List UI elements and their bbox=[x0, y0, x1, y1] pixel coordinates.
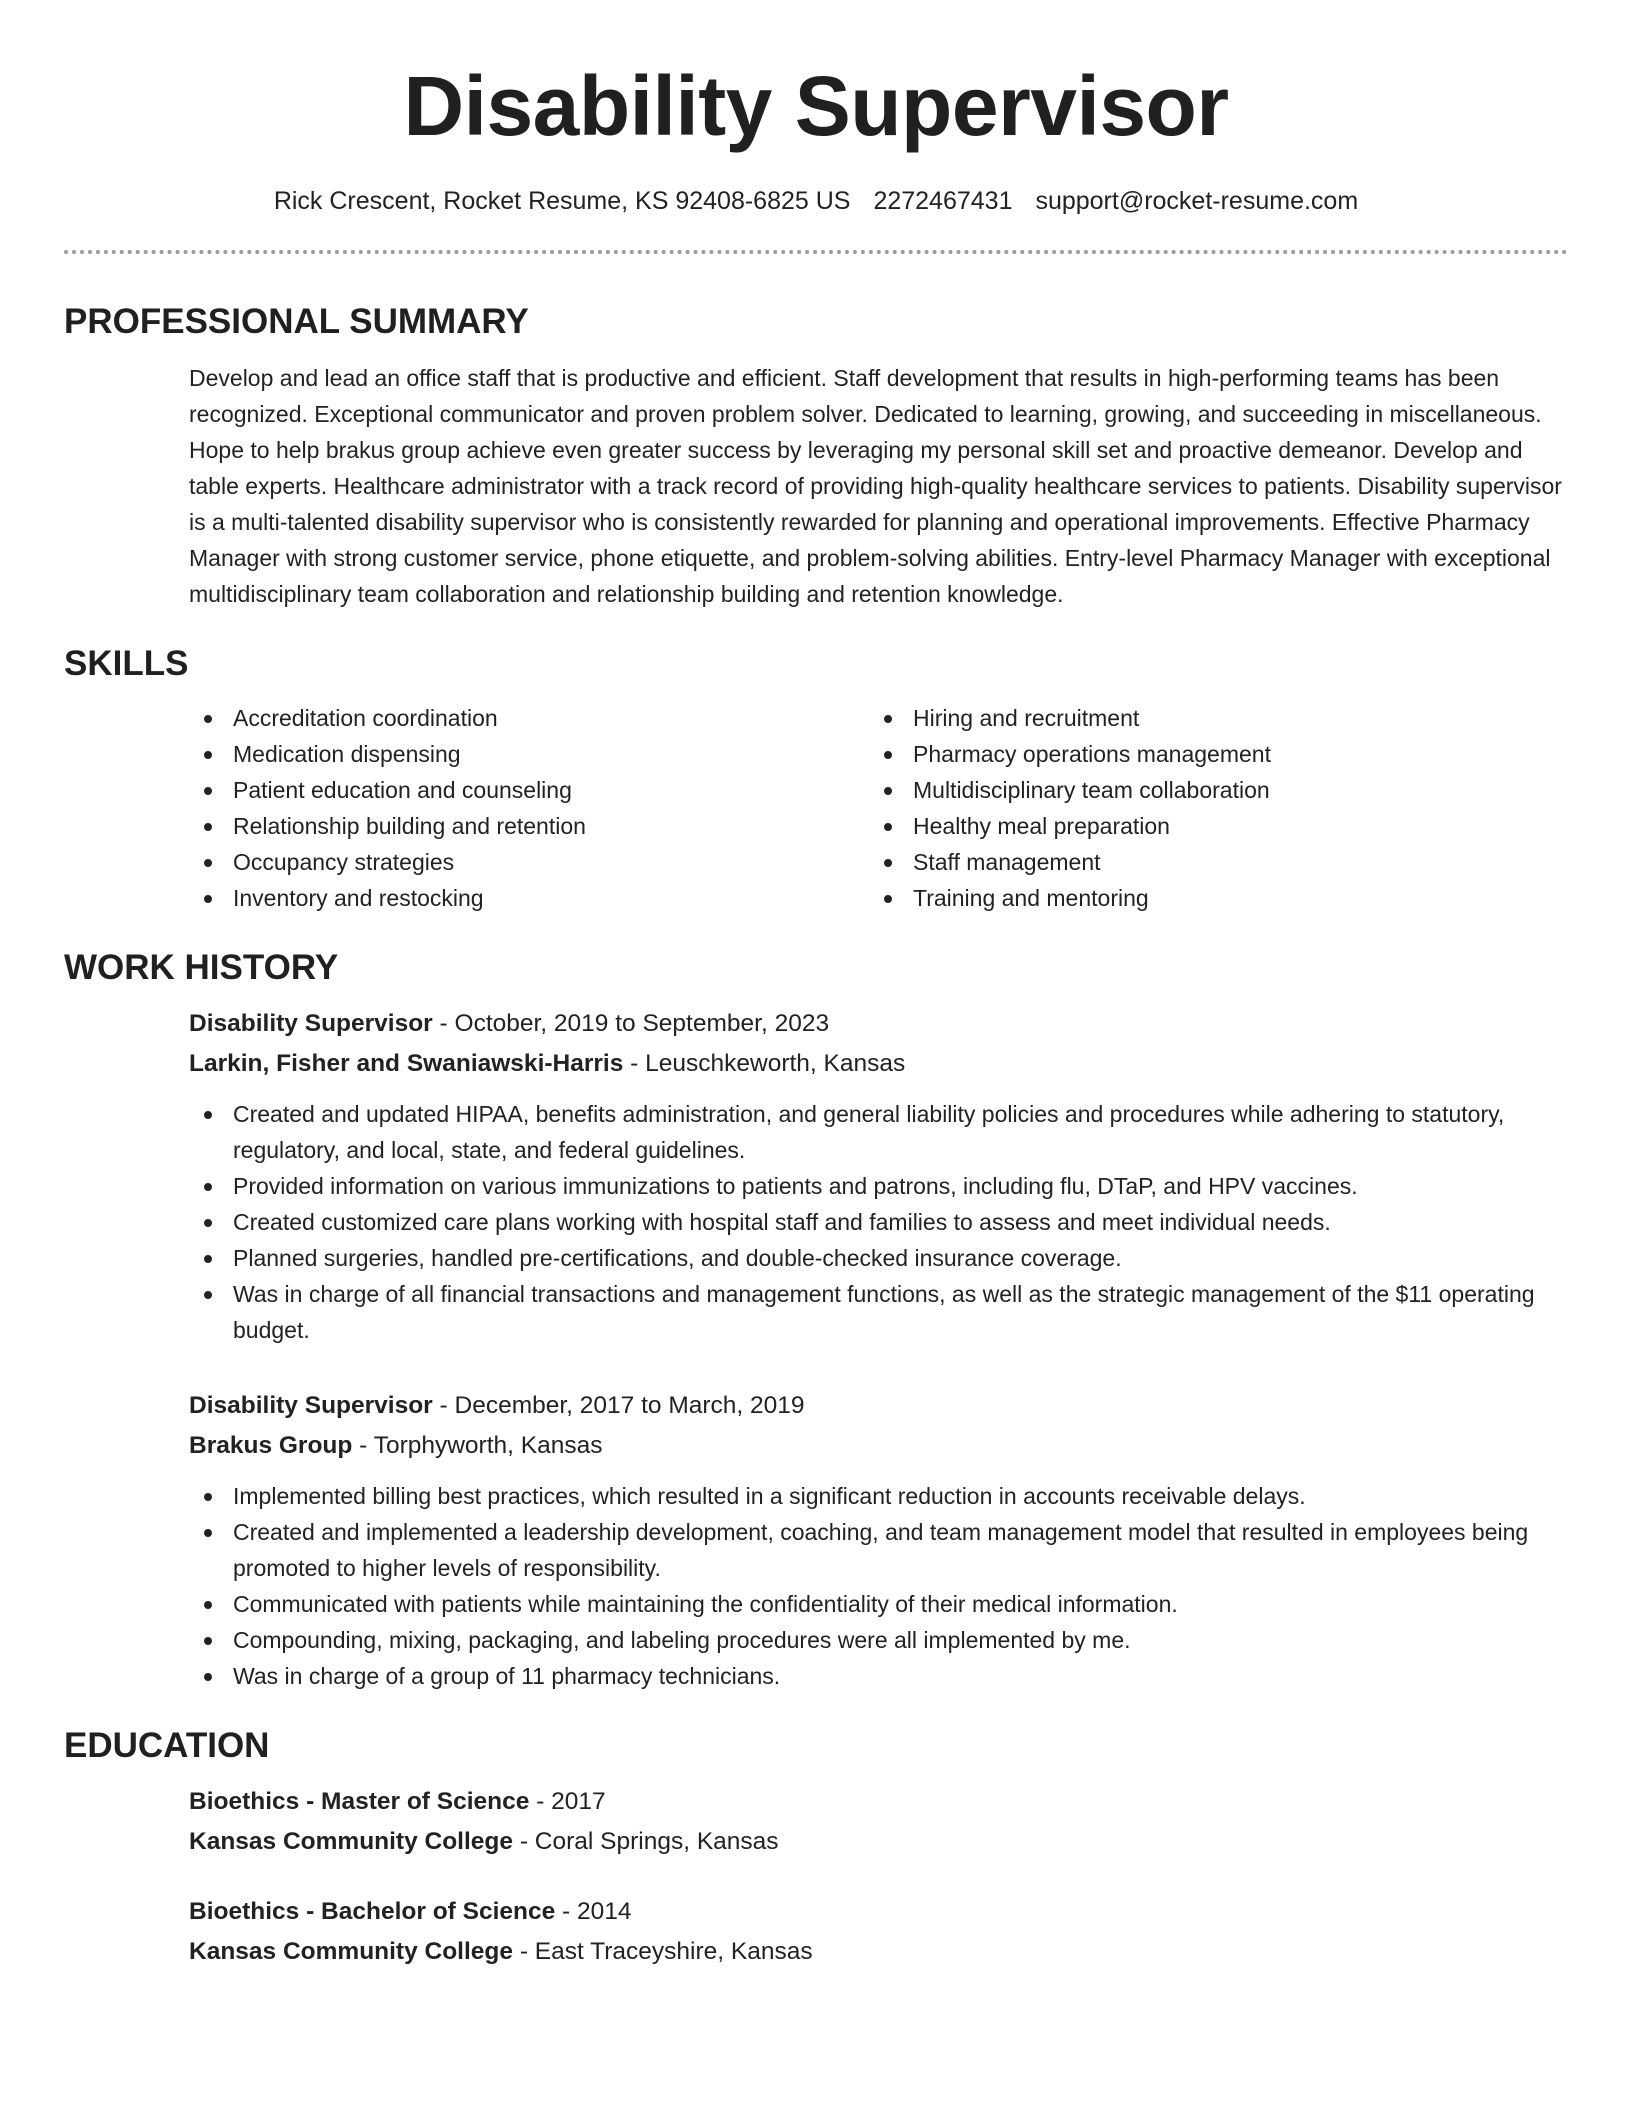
contact-address: Rick Crescent, Rocket Resume, KS 92408-6825 US bbox=[273, 187, 851, 215]
job-company-line bbox=[189, 1044, 1568, 1084]
job-company-line bbox=[189, 1426, 1568, 1466]
job-dates: - December, 2017 to March, 2019 bbox=[432, 1392, 805, 1419]
job-bullets bbox=[189, 1478, 1568, 1694]
skill-item: Relationship building and retention bbox=[189, 808, 869, 844]
section-title-work: WORK HISTORY bbox=[64, 948, 339, 987]
skill-item: Patient education and counseling bbox=[189, 772, 869, 808]
job-role: Disability Supervisor bbox=[189, 1010, 433, 1037]
edu-school-line bbox=[189, 1932, 1568, 1972]
edu-degree: Bioethics - Master of Science bbox=[189, 1788, 530, 1815]
job-role: Disability Supervisor bbox=[189, 1392, 433, 1419]
edu-school-line bbox=[189, 1822, 1568, 1862]
summary-text: Develop and lead an office staff that is productive and efficient. Staff development that results in high-performing teams has been recognized. Exceptional communicator and proven problem solver. Dedicated to learning, growing, and succeeding in miscellaneous. Hope to help brakus group achieve even greater success by leveraging my personal skill set and proactive demeanor. Develop and table experts. Healthcare administrator with a track record of providing high-quality healthcare services to patients. Disability supervisor is a multi-talented disability supervisor who is consistently rewarded for planning and operational improvements. Effective Pharmacy Manager with strong customer service, phone etiquette, and problem-solving abilities. Entry-level Pharmacy Manager with exceptional multidisciplinary team collaboration and relationship building and retention knowledge. bbox=[189, 365, 1562, 607]
job-company: Larkin, Fisher and Swaniawski-Harris bbox=[189, 1050, 624, 1077]
contact-line bbox=[64, 184, 1568, 218]
job-bullet: Was in charge of a group of 11 pharmacy technicians. bbox=[189, 1658, 1568, 1694]
section-title-summary: PROFESSIONAL SUMMARY bbox=[64, 302, 529, 341]
job-company: Brakus Group bbox=[189, 1432, 353, 1459]
edu-school: Kansas Community College bbox=[189, 1938, 514, 1965]
job-bullet: Created and implemented a leadership development, coaching, and team management model that resulted in employees being promoted to higher levels of responsibility. bbox=[189, 1514, 1568, 1586]
contact-email: support@rocket-resume.com bbox=[1035, 187, 1359, 215]
edu-year: - 2014 bbox=[555, 1898, 632, 1925]
skill-item: Inventory and restocking bbox=[189, 880, 869, 916]
job-bullet: Created customized care plans working with hospital staff and families to assess and meet individual needs. bbox=[189, 1204, 1568, 1240]
job-bullet: Communicated with patients while maintaining the confidentiality of their medical information. bbox=[189, 1586, 1568, 1622]
edu-location: - East Traceyshire, Kansas bbox=[513, 1938, 813, 1965]
skill-item: Occupancy strategies bbox=[189, 844, 869, 880]
edu-degree-line bbox=[189, 1892, 1568, 1932]
skills-column-left bbox=[189, 700, 869, 916]
job-entry bbox=[189, 1004, 1568, 1348]
edu-school: Kansas Community College bbox=[189, 1828, 514, 1855]
contact-phone: 2272467431 bbox=[873, 187, 1013, 215]
job-entry bbox=[189, 1386, 1568, 1694]
skill-item: Staff management bbox=[869, 844, 1568, 880]
skill-item: Training and mentoring bbox=[869, 880, 1568, 916]
job-bullet: Provided information on various immunizations to patients and patrons, including flu, DTaP, and HPV vaccines. bbox=[189, 1168, 1568, 1204]
job-bullet: Compounding, mixing, packaging, and labeling procedures were all implemented by me. bbox=[189, 1622, 1568, 1658]
job-bullets bbox=[189, 1096, 1568, 1348]
skills-list bbox=[189, 700, 1568, 916]
skill-item: Multidisciplinary team collaboration bbox=[869, 772, 1568, 808]
skills-column-right bbox=[869, 700, 1568, 916]
job-bullet: Was in charge of all financial transactions and management functions, as well as the strategic management of the $11 operating budget. bbox=[189, 1276, 1568, 1348]
skill-item: Hiring and recruitment bbox=[869, 700, 1568, 736]
education-list bbox=[189, 1782, 1568, 1972]
education-entry bbox=[189, 1782, 1568, 1862]
job-location: - Torphyworth, Kansas bbox=[352, 1432, 603, 1459]
header-divider bbox=[64, 250, 1568, 254]
edu-degree: Bioethics - Bachelor of Science bbox=[189, 1898, 556, 1925]
resume-name: Disability Supervisor bbox=[403, 59, 1229, 153]
skill-item: Accreditation coordination bbox=[189, 700, 869, 736]
edu-degree-line bbox=[189, 1782, 1568, 1822]
skill-item: Pharmacy operations management bbox=[869, 736, 1568, 772]
education-entry bbox=[189, 1892, 1568, 1972]
job-bullet: Implemented billing best practices, which resulted in a significant reduction in accounts receivable delays. bbox=[189, 1478, 1568, 1514]
job-title-line bbox=[189, 1386, 1568, 1426]
job-bullet: Planned surgeries, handled pre-certifications, and double-checked insurance coverage. bbox=[189, 1240, 1568, 1276]
work-history bbox=[189, 1004, 1568, 1694]
job-bullet: Created and updated HIPAA, benefits administration, and general liability policies and procedures while adhering to statutory, regulatory, and local, state, and federal guidelines. bbox=[189, 1096, 1568, 1168]
edu-location: - Coral Springs, Kansas bbox=[513, 1828, 779, 1855]
job-title-line bbox=[189, 1004, 1568, 1044]
skill-item: Medication dispensing bbox=[189, 736, 869, 772]
section-title-education: EDUCATION bbox=[64, 1726, 270, 1765]
job-dates: - October, 2019 to September, 2023 bbox=[432, 1010, 830, 1037]
skill-item: Healthy meal preparation bbox=[869, 808, 1568, 844]
section-title-skills: SKILLS bbox=[64, 644, 189, 683]
edu-year: - 2017 bbox=[529, 1788, 606, 1815]
job-location: - Leuschkeworth, Kansas bbox=[623, 1050, 906, 1077]
